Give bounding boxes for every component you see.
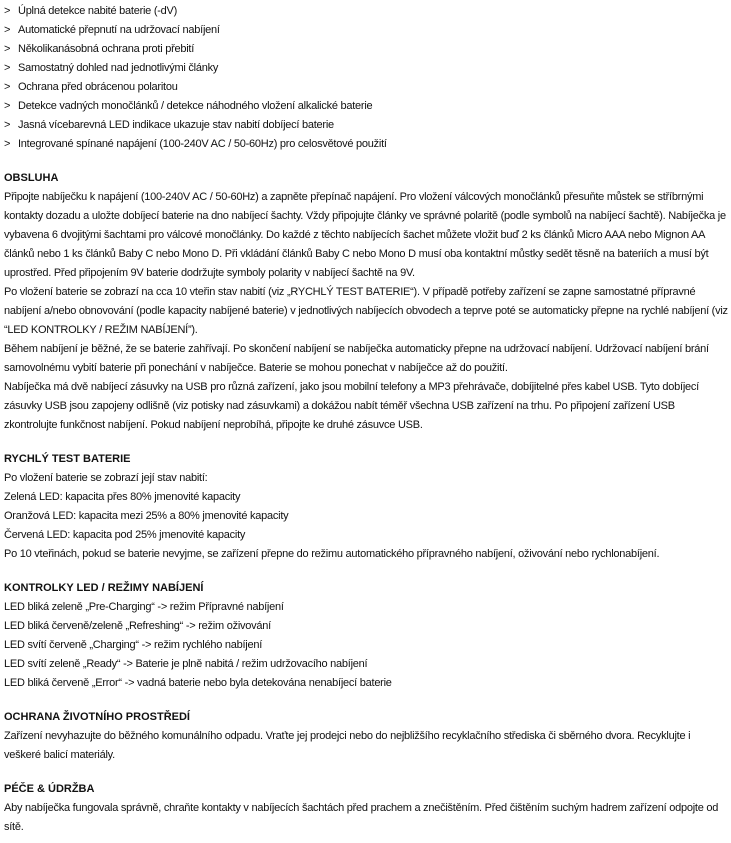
paragraph: Zařízení nevyhazujte do běžného komunálního odpadu. Vraťte jej prodejci nebo do nejbližšího recyklačního střediska či sběrného dvora. Recyklujte i veškeré balicí materiály. — [4, 730, 691, 761]
section-environment — [4, 708, 728, 765]
feature-text: Integrované spínané napájení (100-240V AC / 50-60Hz) pro celosvětové použití — [18, 138, 387, 150]
text-line: Oranžová LED: kapacita mezi 25% a 80% jmenovité kapacity — [4, 510, 289, 522]
feature-list — [4, 2, 728, 154]
section-heading: OBSLUHA — [4, 172, 59, 184]
text-line: Červená LED: kapacita pod 25% jmenovité kapacity — [4, 529, 246, 541]
bullet-marker: > — [4, 119, 11, 131]
section-heading: RYCHLÝ TEST BATERIE — [4, 453, 131, 465]
section-heading: PÉČE & ÚDRŽBA — [4, 783, 95, 795]
feature-text: Jasná vícebarevná LED indikace ukazuje stav nabití dobíjecí baterie — [18, 119, 334, 131]
feature-item — [4, 59, 728, 78]
feature-item — [4, 135, 728, 154]
text-line: Zelená LED: kapacita přes 80% jmenovité kapacity — [4, 491, 241, 503]
section-battery-test — [4, 450, 728, 564]
feature-item — [4, 78, 728, 97]
section-heading: KONTROLKY LED / REŽIMY NABÍJENÍ — [4, 582, 204, 594]
text-line: LED bliká červeně „Error“ -> vadná baterie nebo byla detekována nenabíjecí baterie — [4, 677, 392, 689]
bullet-marker: > — [4, 81, 11, 93]
feature-item — [4, 21, 728, 40]
text-line: LED svítí červeně „Charging“ -> režim rychlého nabíjení — [4, 639, 263, 651]
feature-text: Několikanásobná ochrana proti přebití — [18, 43, 195, 55]
bullet-marker: > — [4, 138, 11, 150]
paragraph: Nabíječka má dvě nabíjecí zásuvky na USB pro různá zařízení, jako jsou mobilní telefony a MP3 přehrávače, dobíjitelné přes kabel USB. Tyto dobíjecí zásuvky USB jsou zapojeny odlišně (viz potisky nad zásuvkami) a dokážou nabít téměř všechna USB zařízení na trhu. Po připojení zařízení USB zkontrolujte funkčnost nabíjení. Pokud nabíjení neprobíhá, připojte ke druhé zásuvce USB. — [4, 381, 699, 431]
text-line: LED bliká červeně/zeleně „Refreshing“ -> režim oživování — [4, 620, 271, 632]
paragraph: Připojte nabíječku k napájení (100-240V AC / 50-60Hz) a zapněte přepínač napájení. Pro vložení válcových monočlánků přesuňte můstek se stříbrnými kontakty dozadu a uložte dobíjecí baterie na dno nabíjecí šachty. Vždy připojujte články ve správné polaritě (podle symbolů na nabíjecí šachtě). Nabíječka je vybavena 6 dvojitými šachtami pro válcové monočlánky. Do každé z těchto nabíjecích šachet můžete vložit buď 2 ks článků Micro AAA nebo Mignon AA článků nebo 1 ks článků Baby C nebo Mono D. Při vkládání článků Baby C nebo Mono D musí oba kontaktní můstky sedět těsně na bateriích a musí být uprostřed. Před připojením 9V baterie dodržujte symboly polarity v nabíjecí šachtě na 9V. — [4, 191, 726, 279]
bullet-marker: > — [4, 5, 11, 17]
text-line: LED bliká zeleně „Pre-Charging“ -> režim Přípravné nabíjení — [4, 601, 284, 613]
section-care — [4, 780, 728, 837]
bullet-marker: > — [4, 24, 11, 36]
feature-item — [4, 116, 728, 135]
feature-text: Automatické přepnutí na udržovací nabíjení — [18, 24, 220, 36]
section-heading: OCHRANA ŽIVOTNÍHO PROSTŘEDÍ — [4, 711, 190, 723]
section-obsluha — [4, 169, 728, 435]
feature-text: Samostatný dohled nad jednotlivými články — [18, 62, 219, 74]
feature-item — [4, 97, 728, 116]
feature-item — [4, 40, 728, 59]
feature-text: Detekce vadných monočlánků / detekce náhodného vložení alkalické baterie — [18, 100, 373, 112]
feature-text: Úplná detekce nabité baterie (-dV) — [18, 5, 178, 17]
bullet-marker: > — [4, 62, 11, 74]
text-line: LED svítí zeleně „Ready“ -> Baterie je plně nabitá / režim udržovacího nabíjení — [4, 658, 368, 670]
paragraph: Během nabíjení je běžné, že se baterie zahřívají. Po skončení nabíjení se nabíječka automaticky přepne na udržovací nabíjení. Udržovací nabíjení brání samovolnému vybití baterie při ponechání v nabíječce. Baterie se mohou ponechat v nabíječce až do použití. — [4, 343, 709, 374]
section-led-modes — [4, 579, 728, 693]
text-line: Po vložení baterie se zobrazí její stav nabití: — [4, 472, 208, 484]
bullet-marker: > — [4, 100, 11, 112]
feature-item — [4, 2, 728, 21]
bullet-marker: > — [4, 43, 11, 55]
feature-text: Ochrana před obrácenou polaritou — [18, 81, 178, 93]
text-line: Po 10 vteřinách, pokud se baterie nevyjme, se zařízení přepne do režimu automatického přípravného nabíjení, oživování nebo rychlonabíjení. — [4, 548, 660, 560]
paragraph: Po vložení baterie se zobrazí na cca 10 vteřin stav nabití (viz „RYCHLÝ TEST BATERIE“). V případě potřeby zařízení se zapne samostatné přípravné nabíjení a/nebo obnovování (podle kapacity nabíjené baterie) v jednotlivých nabíjecích obvodech a teprve poté se automaticky přepne na rychlé nabíjení (viz “LED KONTROLKY / REŽIM NABÍJENÍ”). — [4, 286, 728, 336]
paragraph: Aby nabíječka fungovala správně, chraňte kontakty v nabíjecích šachtách před prachem a znečištěním. Před čištěním suchým hadrem zařízení odpojte od sítě. — [4, 802, 719, 833]
